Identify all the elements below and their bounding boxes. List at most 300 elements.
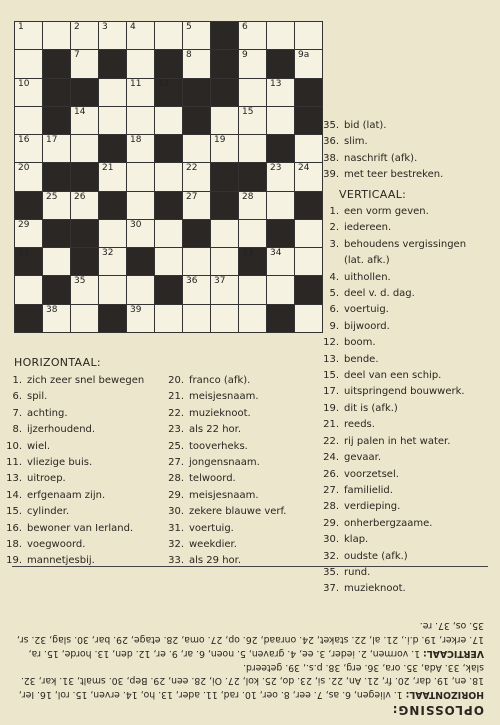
clue-text: zich zeer snel bewegen (27, 375, 145, 386)
clue-item (317, 499, 466, 515)
clue-text: achting. (27, 407, 68, 419)
grid-cell-black (182, 219, 211, 248)
grid-cell-black (210, 21, 239, 50)
clue-item (162, 488, 286, 504)
clue-number: 15. (6, 506, 22, 518)
grid-cell[interactable] (266, 275, 295, 304)
clue-item (317, 450, 466, 466)
grid-cell[interactable] (238, 275, 267, 304)
clue-text: met teer bestreken. (344, 169, 444, 181)
clue-text: jongensnaam. (189, 457, 260, 469)
clue-number: 32 (102, 248, 114, 259)
clue-number: 12. (323, 337, 339, 349)
grid-cell[interactable] (70, 134, 99, 163)
grid-cell[interactable] (42, 21, 71, 50)
clue-number: 27. (168, 457, 184, 469)
clue-item (317, 270, 466, 286)
clue-text: dit is (afk.) (344, 402, 398, 414)
horizontaal-list-continued (317, 118, 443, 184)
clue-text: als 29 hor. (189, 555, 242, 567)
clue-number: 10. (6, 440, 22, 452)
clue-number: 29. (168, 489, 184, 501)
clue-number: 16. (6, 522, 22, 534)
clue-item (317, 167, 443, 183)
clue-text: familielid. (344, 484, 393, 496)
grid-cell[interactable] (98, 21, 127, 50)
grid-cell[interactable] (126, 304, 155, 333)
clue-number: 16 (18, 135, 30, 146)
clue-number: 27 (186, 191, 198, 202)
clue-number: 8. (12, 424, 22, 436)
grid-cell[interactable] (14, 106, 43, 135)
clue-item (317, 319, 466, 335)
clue-number: 7. (12, 407, 22, 419)
clue-text: klap. (344, 534, 369, 546)
clue-number: 31 (18, 248, 30, 259)
clue-number: 20 (18, 163, 30, 174)
clue-text: slim. (344, 136, 368, 148)
clue-number: 37 (214, 276, 226, 287)
clue-number: 27. (323, 484, 339, 496)
grid-cell-black (98, 49, 127, 78)
grid-cell[interactable] (126, 162, 155, 191)
grid-cell-black (98, 304, 127, 333)
clue-text: cylinder. (27, 506, 70, 518)
clue-text: muzieknoot. (344, 583, 406, 595)
clue-text: deel van een schip. (344, 370, 442, 382)
clue-text: weekdier. (189, 539, 237, 551)
grid-cell[interactable] (266, 78, 295, 107)
clue-text: voorzetsel. (344, 468, 399, 480)
grid-cell[interactable] (154, 304, 183, 333)
clue-number: 34 (270, 248, 282, 259)
grid-cell[interactable] (42, 247, 71, 276)
clue-item (162, 373, 286, 389)
grid-cell-black (42, 78, 71, 107)
clue-text: als 22 hor. (189, 424, 242, 436)
grid-cell-black (42, 49, 71, 78)
clue-item (317, 204, 466, 220)
clue-number: 19. (323, 402, 339, 414)
grid-cell[interactable] (210, 219, 239, 248)
clue-number: 20. (168, 375, 184, 386)
grid-cell-black (238, 162, 267, 191)
grid-cell-black (70, 162, 99, 191)
grid-cell-black (154, 275, 183, 304)
clue-text: telwoord. (189, 473, 236, 485)
clue-number: 35 (74, 276, 86, 287)
clue-item (317, 401, 466, 417)
clue-item (0, 504, 144, 520)
grid-cell[interactable] (70, 304, 99, 333)
clue-text: bewoner van Ierland. (27, 522, 134, 534)
clue-number: 25. (168, 440, 184, 452)
clue-number: 5. (329, 288, 339, 300)
grid-cell[interactable] (14, 78, 43, 107)
clue-number: 3. (329, 238, 339, 250)
grid-cell[interactable] (238, 134, 267, 163)
clue-number: 30. (323, 534, 339, 546)
grid-cell[interactable] (266, 21, 295, 50)
grid-cell[interactable] (294, 21, 323, 50)
clue-number: 32. (323, 550, 339, 562)
solution-verticaal-text: 1. vormen, 2. ieder, 3. ee, 4. graven, 5. noen, 6. ar, 9. er, 12. den, 13. horde, 15. ra, 17. erker, 19. d.i., 21. al, 22. staket, 24. onraad, 26. op, 27. oma, 28. etage, 29. bar, 30. slag, 32. sr, 35. os, 37. re. (16, 620, 484, 659)
grid-cell[interactable] (182, 21, 211, 50)
clue-number: 3 (102, 22, 108, 32)
clue-text: rij palen in het water. (344, 435, 451, 447)
clue-item (0, 439, 144, 455)
clue-number: 18 (130, 135, 142, 146)
grid-cell[interactable] (238, 191, 267, 220)
clue-text: tooverheks. (189, 440, 248, 452)
clue-text: behoudens vergissingen (344, 238, 467, 250)
grid-cell-black (182, 106, 211, 135)
grid-cell-black (14, 247, 43, 276)
clue-number: 9. (329, 320, 339, 332)
grid-cell[interactable] (154, 162, 183, 191)
grid-cell[interactable] (98, 247, 127, 276)
clue-number: 8 (186, 50, 192, 61)
grid-cell[interactable] (126, 134, 155, 163)
clue-number: 21. (323, 419, 339, 431)
clue-number: 9 (242, 50, 248, 61)
clue-number: 21. (168, 391, 184, 403)
clue-item (0, 521, 144, 537)
clue-number: 23 (270, 163, 282, 174)
grid-cell[interactable] (14, 219, 43, 248)
clue-text: boom. (344, 337, 376, 349)
grid-cell[interactable] (126, 49, 155, 78)
grid-cell-black (154, 191, 183, 220)
clue-item (317, 151, 443, 167)
clue-number: 39. (323, 169, 339, 181)
grid-cell-black (98, 134, 127, 163)
clue-number: 5 (186, 22, 192, 32)
clue-number: 33 (242, 248, 254, 259)
clue-number: 28. (168, 473, 184, 485)
clue-item (317, 467, 466, 483)
clue-text: (lat. afk.) (344, 255, 390, 267)
clue-text: deel v. d. dag. (344, 288, 415, 300)
grid-cell[interactable] (154, 247, 183, 276)
clue-text: voertuig. (189, 522, 234, 534)
clue-number: 35. (323, 120, 339, 131)
clue-text: vliezige buis. (27, 457, 93, 469)
clue-text: bid (lat). (344, 120, 387, 131)
solution-horizontaal-label: HORIZONTAAL: (405, 689, 484, 701)
clue-number: 13 (270, 78, 282, 89)
grid-cell-black (126, 247, 155, 276)
verticaal-heading: VERTICAAL: (339, 188, 407, 201)
grid-cell-black (70, 247, 99, 276)
clue-number: 2 (74, 22, 80, 32)
grid-cell[interactable] (238, 106, 267, 135)
clue-text: bende. (344, 353, 379, 365)
grid-cell[interactable] (238, 78, 267, 107)
grid-cell[interactable] (70, 191, 99, 220)
clue-text: voegwoord. (27, 539, 86, 551)
clue-number: 22. (323, 435, 339, 447)
clue-number: 25 (46, 191, 58, 202)
clue-number: 1. (12, 375, 22, 386)
grid-cell-black (210, 191, 239, 220)
grid-cell[interactable] (182, 162, 211, 191)
clue-text: gevaar. (344, 452, 382, 464)
grid-cell[interactable] (126, 21, 155, 50)
clue-number: 14 (74, 106, 86, 117)
grid-cell[interactable] (210, 106, 239, 135)
clue-item (317, 368, 466, 384)
clue-item (162, 422, 286, 438)
grid-cell[interactable] (14, 21, 43, 50)
clue-text: reeds. (344, 419, 375, 431)
clue-number: 12 (158, 78, 170, 89)
solution-horizontaal-text: 1. vliegen, 6. as, 7. eer, 8. oer, 10. rad, 11. ader, 13. ho, 14. erven, 15. rol, 16. Ier, 18. en, 19. dar, 20. fr, 21. An, 22. si, 23. do, 25. kol, 27. Oi, 28. een, 29. Bep, 30. smalt, 31. kar, 32. slak, 33. Ada, 35. ora, 36. erg, 38. p.s., 39. geteerd. (18, 661, 484, 701)
clue-text: mannetjesbij. (27, 555, 95, 567)
grid-cell-black (210, 78, 239, 107)
grid-cell-black (42, 275, 71, 304)
clue-item (162, 471, 286, 487)
grid-cell[interactable] (70, 21, 99, 50)
grid-cell[interactable] (14, 162, 43, 191)
clue-number: 33. (168, 555, 184, 567)
clue-number: 37. (323, 583, 339, 595)
clue-item (317, 384, 466, 400)
grid-cell[interactable] (70, 106, 99, 135)
clue-number: 24 (298, 163, 310, 174)
clue-text: voertuig. (344, 304, 389, 316)
clue-item (162, 504, 286, 520)
grid-cell[interactable] (294, 49, 323, 78)
clue-text: iedereen. (344, 222, 392, 234)
clue-number: 11. (6, 457, 22, 469)
clue-item (317, 417, 466, 433)
clue-number: 18. (6, 539, 22, 551)
clue-text: uithollen. (344, 271, 391, 283)
clue-item (162, 521, 286, 537)
grid-cell-black (210, 49, 239, 78)
clue-number: 22 (186, 163, 198, 174)
clue-text: erfgenaam zijn. (27, 489, 106, 501)
clue-item (0, 488, 144, 504)
clue-text: naschrift (afk). (344, 152, 418, 164)
clue-text: wiel. (27, 440, 51, 452)
grid-cell-black (70, 78, 99, 107)
clue-item (317, 237, 466, 253)
clue-number: 17. (323, 386, 339, 398)
grid-cell[interactable] (182, 49, 211, 78)
solution-block (14, 568, 484, 716)
clue-item (0, 389, 144, 405)
grid-cell[interactable] (154, 21, 183, 50)
clue-item (317, 434, 466, 450)
grid-cell-black (70, 219, 99, 248)
grid-cell[interactable] (210, 304, 239, 333)
clue-text: oudste (afk.) (344, 550, 408, 562)
grid-cell-black (154, 134, 183, 163)
grid-cell-black (14, 191, 43, 220)
clue-item (317, 302, 466, 318)
grid-cell[interactable] (182, 134, 211, 163)
clue-text: franco (afk). (189, 375, 251, 386)
clue-text: ijzerhoudend. (27, 424, 96, 436)
clue-number: 21 (102, 163, 114, 174)
clue-text: uitroep. (27, 473, 66, 485)
clue-item (0, 537, 144, 553)
clue-item (162, 455, 286, 471)
clue-item (317, 352, 466, 368)
clue-number: 31. (168, 522, 184, 534)
grid-cell[interactable] (238, 304, 267, 333)
grid-cell-black (266, 49, 295, 78)
clue-text: bijwoord. (344, 320, 390, 332)
grid-cell[interactable] (98, 275, 127, 304)
clue-item (0, 471, 144, 487)
clue-text: spil. (27, 391, 48, 403)
clue-number: 38. (323, 152, 339, 164)
clue-item (0, 406, 144, 422)
clue-item (317, 532, 466, 548)
clue-number: 13. (323, 353, 339, 365)
clue-number: 7 (74, 50, 80, 61)
grid-cell[interactable] (126, 78, 155, 107)
clue-number: 23. (168, 424, 184, 436)
divider-line (12, 566, 488, 567)
clue-text: meisjesnaam. (189, 489, 259, 501)
clue-number: 36 (186, 276, 198, 287)
clue-item (0, 373, 144, 389)
grid-cell[interactable] (126, 219, 155, 248)
clue-text: onherbergzaame. (344, 517, 433, 529)
clue-text: muzieknoot. (189, 407, 251, 419)
grid-cell[interactable] (42, 191, 71, 220)
grid-cell[interactable] (266, 247, 295, 276)
grid-cell-black (98, 191, 127, 220)
grid-cell-black (154, 49, 183, 78)
clue-number: 30. (168, 506, 184, 518)
clue-item (162, 389, 286, 405)
clue-item (317, 286, 466, 302)
clue-number: 4. (329, 271, 339, 283)
clue-item (317, 220, 466, 236)
grid-cell[interactable] (42, 134, 71, 163)
clue-number: 1 (18, 22, 24, 32)
grid-cell[interactable] (42, 304, 71, 333)
grid-cell-black (238, 247, 267, 276)
clue-number: 29 (18, 219, 30, 230)
clue-number: 11 (130, 78, 142, 89)
grid-cell[interactable] (210, 275, 239, 304)
clue-number: 32. (168, 539, 184, 551)
grid-cell[interactable] (98, 162, 127, 191)
clue-number: 2. (329, 222, 339, 234)
clue-number: 28. (323, 501, 339, 513)
grid-cell-black (182, 78, 211, 107)
clue-number: 30 (130, 219, 142, 230)
grid-cell[interactable] (70, 49, 99, 78)
grid-cell[interactable] (210, 247, 239, 276)
grid-cell[interactable] (126, 275, 155, 304)
grid-cell[interactable] (154, 219, 183, 248)
grid-cell[interactable] (210, 134, 239, 163)
grid-cell[interactable] (14, 275, 43, 304)
grid-cell-black (266, 134, 295, 163)
clue-text: uitspringend bouwwerk. (344, 386, 465, 398)
grid-cell-black (266, 304, 295, 333)
solution-title: OPLOSSING: (391, 703, 484, 717)
clue-text: rund. (344, 566, 371, 578)
grid-cell-black (42, 106, 71, 135)
grid-cell[interactable] (98, 106, 127, 135)
clue-text: meisjesnaam. (189, 391, 259, 403)
grid-cell[interactable] (14, 49, 43, 78)
horizontaal-list-col1 (0, 373, 144, 570)
grid-cell[interactable] (238, 49, 267, 78)
grid-cell[interactable] (126, 191, 155, 220)
grid-cell[interactable] (238, 21, 267, 50)
clue-number: 15 (242, 106, 254, 117)
grid-cell[interactable] (182, 191, 211, 220)
clue-number: 9a (298, 50, 310, 61)
grid-cell[interactable] (98, 219, 127, 248)
clue-number: 6. (12, 391, 22, 403)
grid-cell[interactable] (182, 275, 211, 304)
crossword-grid (14, 21, 322, 332)
clue-number: 4 (130, 22, 136, 32)
clue-number: 13. (6, 473, 22, 485)
grid-cell-black (266, 219, 295, 248)
grid-cell-black (14, 304, 43, 333)
clue-number: 28 (242, 191, 254, 202)
clue-item (317, 549, 466, 565)
horizontaal-heading: HORIZONTAAL: (14, 356, 101, 369)
clue-number: 36. (323, 136, 339, 148)
clue-item (317, 253, 466, 269)
grid-cell[interactable] (266, 106, 295, 135)
grid-cell[interactable] (238, 219, 267, 248)
grid-cell-black (42, 162, 71, 191)
clue-item (162, 406, 286, 422)
grid-cell[interactable] (14, 134, 43, 163)
clue-number: 17 (46, 135, 58, 146)
grid-cell-black (154, 78, 183, 107)
clue-number: 6 (242, 22, 248, 32)
clue-number: 19. (6, 555, 22, 567)
grid-cell[interactable] (266, 191, 295, 220)
clue-number: 1. (329, 206, 339, 217)
verticaal-list (317, 204, 466, 598)
grid-cell-black (294, 78, 323, 107)
grid-cell[interactable] (154, 106, 183, 135)
clue-number: 19 (214, 135, 226, 146)
clue-item (317, 134, 443, 150)
clue-item (317, 335, 466, 351)
grid-cell[interactable] (182, 304, 211, 333)
grid-cell[interactable] (70, 275, 99, 304)
horizontaal-list-col2 (162, 373, 286, 570)
grid-cell[interactable] (266, 162, 295, 191)
grid-cell[interactable] (182, 247, 211, 276)
grid-cell[interactable] (98, 78, 127, 107)
clue-text: verdieping. (344, 501, 401, 513)
clue-item (317, 516, 466, 532)
grid-cell[interactable] (126, 106, 155, 135)
clue-text: zekere blauwe verf. (189, 506, 287, 518)
clue-item (317, 118, 443, 134)
grid-cell-black (210, 162, 239, 191)
clue-number: 22. (168, 407, 184, 419)
clue-item (162, 537, 286, 553)
